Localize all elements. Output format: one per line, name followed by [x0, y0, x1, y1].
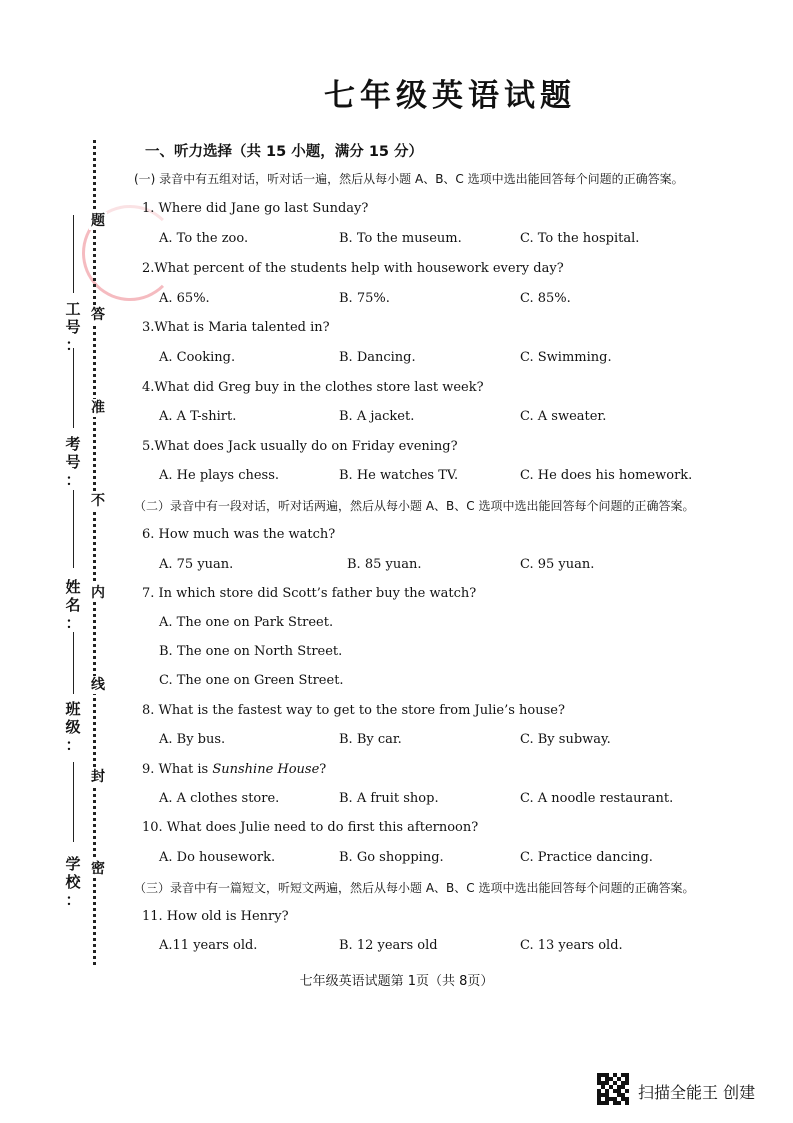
option-a[interactable]: A. To the zoo.: [159, 231, 249, 246]
option-a[interactable]: A. A clothes store.: [159, 791, 280, 806]
seat-number-label: 工 号 ：: [65, 300, 81, 354]
option-c[interactable]: C. 85%.: [520, 291, 571, 306]
option-a[interactable]: A. He plays chess.: [159, 468, 280, 483]
part2-instruction: （二）录音中有一段对话，听对话两遍，然后从每小题 A、B、C 选项中选出能回答每个问题的正确答案。: [134, 499, 695, 513]
option-b[interactable]: B. To the museum.: [339, 231, 462, 246]
page-footer: 七年级英语试题第 1页（共 8页）: [299, 974, 494, 989]
option-b[interactable]: B. 75%.: [339, 291, 390, 306]
option-b[interactable]: B. A fruit shop.: [339, 791, 439, 806]
option-a[interactable]: A. Do housework.: [159, 850, 276, 865]
option-b[interactable]: B. The one on North Street.: [159, 644, 343, 659]
part3-instruction: （三）录音中有一篇短文，听短文两遍，然后从每小题 A、B、C 选项中选出能回答每个问题的正确答案。: [134, 881, 695, 895]
class-label: 班 级 ：: [65, 700, 81, 754]
option-c[interactable]: C. To the hospital.: [520, 231, 640, 246]
seat-number-blank[interactable]: [73, 215, 74, 293]
option-c[interactable]: C. A sweater.: [520, 409, 607, 424]
class-blank[interactable]: [73, 632, 74, 694]
part1-instruction: (一) 录音中有五组对话，听对话一遍，然后从每小题 A、B、C 选项中选出能回答每个问题的正确答案。: [134, 172, 684, 186]
question-stem-italic: Sunshine House: [212, 762, 320, 777]
option-b[interactable]: B. 12 years old: [339, 938, 438, 953]
option-a[interactable]: A. By bus.: [159, 732, 226, 747]
option-c[interactable]: C. 13 years old.: [520, 938, 623, 953]
section-heading: 一、听力选择（共 15 小题，满分 15 分）: [145, 144, 424, 160]
option-b[interactable]: B. A jacket.: [339, 409, 415, 424]
option-a[interactable]: A. Cooking.: [159, 350, 236, 365]
question-stem: 11. How old is Henry?: [142, 909, 289, 924]
binding-char: 密: [91, 861, 105, 877]
option-c[interactable]: C. 95 yuan.: [520, 557, 595, 572]
question-stem: [142, 762, 326, 777]
binding-char: 内: [91, 585, 105, 601]
question-stem-prefix: 9. What is: [142, 762, 213, 777]
option-b[interactable]: B. Go shopping.: [339, 850, 444, 865]
binding-char: 封: [91, 769, 105, 785]
name-blank[interactable]: [73, 490, 74, 568]
option-c[interactable]: C. He does his homework.: [520, 468, 693, 483]
name-label: 姓 名 ：: [65, 578, 81, 632]
option-a[interactable]: A. The one on Park Street.: [159, 615, 334, 630]
binding-char: 线: [91, 677, 105, 693]
option-a[interactable]: A.11 years old.: [159, 938, 258, 953]
question-stem: 5.What does Jack usually do on Friday evening?: [142, 439, 458, 454]
option-b[interactable]: B. Dancing.: [339, 350, 416, 365]
question-stem: 6. How much was the watch?: [142, 527, 336, 542]
option-a[interactable]: A. 65%.: [159, 291, 210, 306]
question-stem: 3.What is Maria talented in?: [142, 320, 330, 335]
question-stem: 8. What is the fastest way to get to the store from Julie’s house?: [142, 703, 565, 718]
question-stem: 4.What did Greg buy in the clothes store last week?: [142, 380, 484, 395]
option-c[interactable]: C. Practice dancing.: [520, 850, 653, 865]
option-c[interactable]: C. Swimming.: [520, 350, 612, 365]
binding-dotted-line: [93, 140, 96, 965]
scanner-watermark: 扫描全能王 创建: [638, 1083, 756, 1102]
question-stem: 1. Where did Jane go last Sunday?: [142, 201, 369, 216]
question-stem: 10. What does Julie need to do first this afternoon?: [142, 820, 479, 835]
school-blank[interactable]: [73, 762, 74, 842]
binding-char: 准: [91, 400, 105, 416]
school-label: 学 校 ：: [65, 855, 81, 909]
question-stem: 2.What percent of the students help with housework every day?: [142, 261, 564, 276]
option-c[interactable]: C. The one on Green Street.: [159, 673, 344, 688]
qr-code-icon: [597, 1073, 629, 1105]
binding-char: 答: [91, 307, 105, 323]
option-b[interactable]: B. 85 yuan.: [347, 557, 422, 572]
exam-number-label: 考 号 ：: [65, 435, 81, 489]
binding-char: 题: [91, 213, 105, 229]
question-stem-suffix: ?: [319, 762, 327, 777]
option-b[interactable]: B. By car.: [339, 732, 402, 747]
option-b[interactable]: B. He watches TV.: [339, 468, 459, 483]
option-c[interactable]: C. A noodle restaurant.: [520, 791, 674, 806]
exam-number-blank[interactable]: [73, 348, 74, 428]
option-c[interactable]: C. By subway.: [520, 732, 611, 747]
option-a[interactable]: A. 75 yuan.: [159, 557, 234, 572]
binding-char: 不: [91, 493, 105, 509]
option-a[interactable]: A. A T-shirt.: [159, 409, 237, 424]
page-title: 七年级英语试题: [324, 78, 576, 114]
question-stem: 7. In which store did Scott’s father buy the watch?: [142, 586, 477, 601]
